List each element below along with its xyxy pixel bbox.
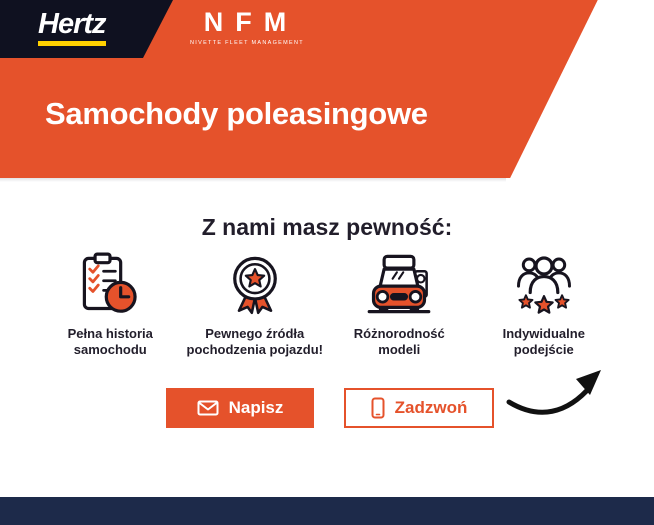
banner-shadow	[0, 178, 506, 182]
call-button[interactable]	[344, 388, 494, 428]
feature-approach	[472, 250, 617, 358]
feature-history-label: Pełna historia samochodu	[67, 326, 153, 357]
arrow-doodle-icon	[503, 358, 615, 430]
team-stars-icon	[472, 250, 617, 318]
feature-history	[38, 250, 183, 358]
hertz-yellow-bar	[38, 41, 106, 46]
nfm-logo	[190, 6, 304, 46]
phone-icon	[371, 397, 385, 419]
clipboard-clock-icon	[38, 250, 183, 318]
feature-models	[327, 250, 472, 358]
feature-origin-label: Pewnego źródła pochodzenia pojazdu!	[186, 326, 323, 357]
features-row	[38, 250, 616, 358]
feature-models-label: Różnorodność modeli	[353, 326, 445, 357]
medal-icon	[183, 250, 328, 318]
hertz-logo	[38, 9, 106, 46]
section-heading: Z nami masz pewność:	[201, 214, 453, 240]
footer-bar	[0, 497, 654, 525]
hertz-wordmark: Hertz	[38, 8, 106, 40]
feature-origin	[183, 250, 328, 358]
nfm-subtitle: NIVETTE FLEET MANAGEMENT	[190, 40, 304, 46]
nfm-wordmark: NFM	[203, 7, 299, 37]
car-icon	[327, 250, 472, 318]
feature-approach-label: Indywidualne podejście	[502, 326, 585, 357]
write-button[interactable]	[166, 388, 314, 428]
write-button-label: Napisz	[228, 398, 284, 417]
page-title: Samochody poleasingowe	[45, 96, 428, 131]
envelope-icon	[197, 400, 219, 416]
call-button-label: Zadzwoń	[394, 398, 468, 417]
